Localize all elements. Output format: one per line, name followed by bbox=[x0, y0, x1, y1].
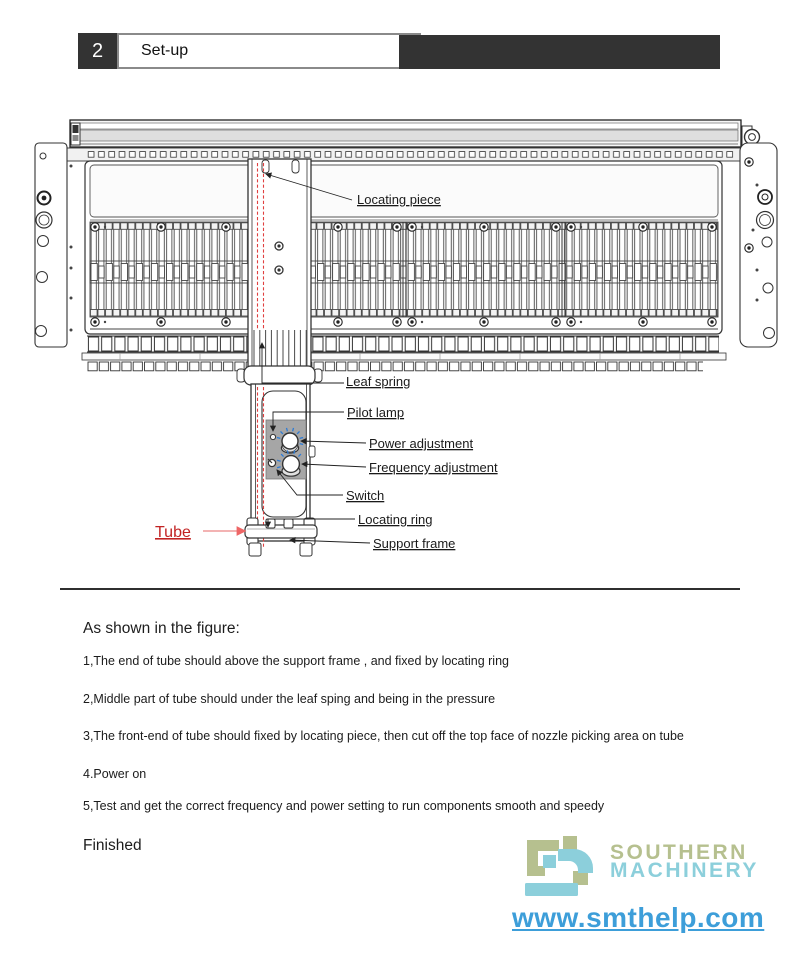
label-switch: Switch bbox=[346, 488, 385, 503]
label-locating-piece: Locating piece bbox=[357, 192, 441, 207]
section-divider-line bbox=[60, 588, 740, 590]
instruction-step-5: 5,Test and get the correct frequency and power setting to run components smooth and speedy bbox=[83, 799, 605, 813]
logo-text-line1: SOUTHERN bbox=[610, 841, 748, 864]
label-power-adjustment: Power adjustment bbox=[369, 436, 474, 451]
feeder-lower-body bbox=[245, 384, 317, 556]
instruction-step-4: 4.Power on bbox=[83, 767, 147, 781]
locating-ring-left bbox=[266, 519, 275, 528]
southern-machinery-logo-icon bbox=[505, 833, 595, 908]
label-tube: Tube bbox=[155, 524, 191, 541]
pilot-lamp bbox=[270, 434, 275, 439]
instructions-outro: Finished bbox=[83, 837, 142, 854]
instructions-intro: As shown in the figure: bbox=[83, 620, 240, 637]
label-locating-ring: Locating ring bbox=[358, 512, 433, 527]
power-switch[interactable] bbox=[268, 459, 276, 467]
instruction-step-2: 2,Middle part of tube should under the leaf sping and being in the pressure bbox=[83, 692, 496, 706]
label-frequency-adjustment: Frequency adjustment bbox=[369, 460, 498, 475]
label-leaf-spring: Leaf spring bbox=[346, 374, 411, 389]
feeder-tower bbox=[248, 159, 311, 371]
instruction-step-3: 3,The front-end of tube should fixed by locating piece, then cut off the top face of nozzle picking area on tube bbox=[83, 729, 684, 743]
feeder-bank-drawing bbox=[35, 120, 777, 556]
logo-text-line2: MACHINERY bbox=[610, 859, 759, 882]
logo-text bbox=[610, 841, 759, 882]
section-title: Set-up bbox=[141, 42, 189, 59]
locating-ring-right bbox=[284, 519, 293, 528]
section-number: 2 bbox=[91, 39, 104, 62]
instruction-step-1: 1,The end of tube should above the support frame , and fixed by locating ring bbox=[83, 654, 509, 668]
label-support-frame: Support frame bbox=[373, 536, 456, 551]
logo-s5-mark bbox=[525, 836, 593, 896]
website-link[interactable]: www.smthelp.com bbox=[512, 902, 765, 933]
label-pilot-lamp: Pilot lamp bbox=[347, 405, 405, 420]
